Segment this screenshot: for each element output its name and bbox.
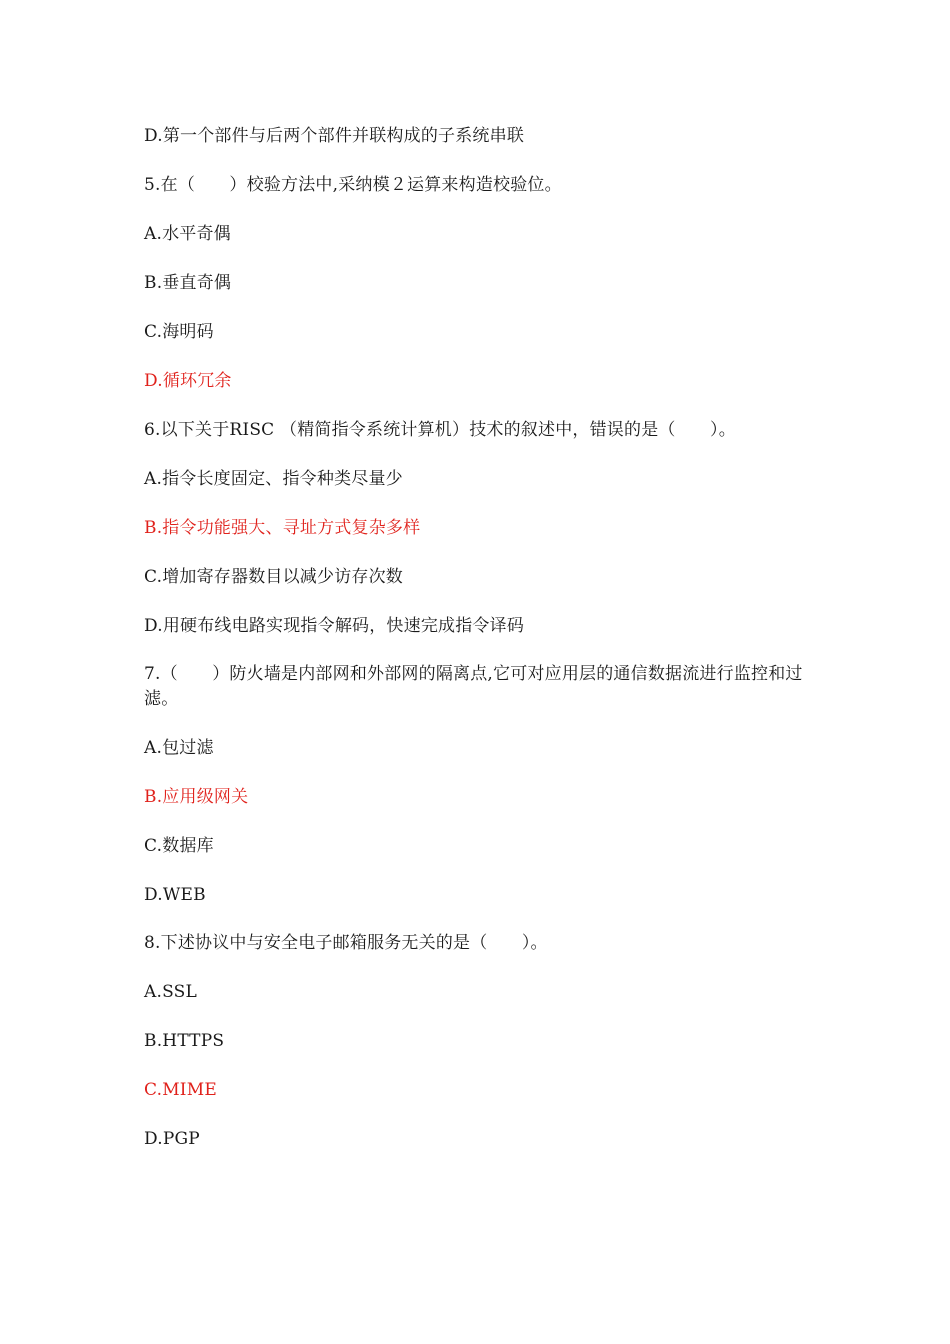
- option-5c: C.海明码: [144, 322, 214, 342]
- option-8d: D.PGP: [144, 1129, 200, 1149]
- question-7: 7.（ ）防火墙是内部网和外部网的隔离点,它可对应用层的通信数据流进行监控和过滤。: [144, 664, 803, 709]
- option-5b: B.垂直奇偶: [144, 273, 232, 293]
- question-5: 5.在（ ）校验方法中,采纳模２运算来构造校验位。: [144, 175, 562, 195]
- option-5a: A.水平奇偶: [144, 224, 231, 244]
- option-5d-answer: D.循环冗余: [144, 371, 232, 391]
- option-6d: D.用硬布线电路实现指令解码，快速完成指令译码: [144, 616, 525, 636]
- question-8: 8.下述协议中与安全电子邮箱服务无关的是（ ）。: [144, 933, 548, 953]
- option-8a: A.SSL: [144, 982, 197, 1002]
- option-7b-answer: B.应用级网关: [144, 787, 249, 807]
- option-4d: D.第一个部件与后两个部件并联构成的子系统串联: [144, 126, 525, 146]
- question-6: 6.以下关于RISC （精简指令系统计算机）技术的叙述中，错误的是（ ）。: [144, 420, 736, 440]
- option-7a: A.包过滤: [144, 738, 214, 758]
- option-6b-answer: B.指令功能强大、寻址方式复杂多样: [144, 518, 421, 538]
- option-8b: B.HTTPS: [144, 1031, 225, 1051]
- option-7c: C.数据库: [144, 836, 214, 856]
- option-8c-answer: C.MIME: [144, 1080, 217, 1100]
- option-6c: C.增加寄存器数目以减少访存次数: [144, 567, 404, 587]
- option-7d: D.WEB: [144, 885, 206, 905]
- option-6a: A.指令长度固定、指令种类尽量少: [144, 469, 403, 489]
